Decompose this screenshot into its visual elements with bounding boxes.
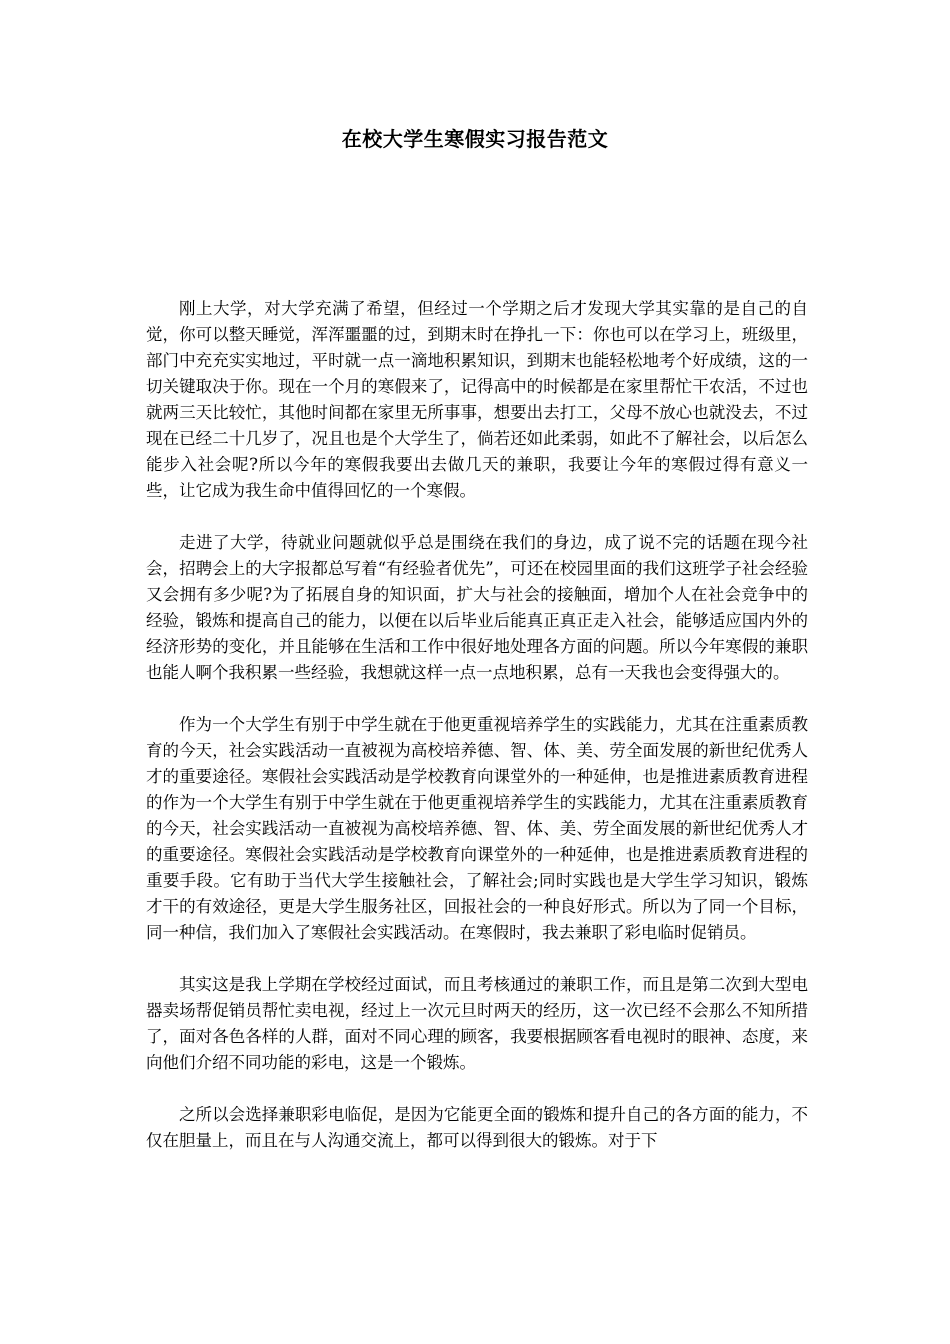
paragraph-4: 其实这是我上学期在学校经过面试，而且考核通过的兼职工作，而且是第二次到大型电器卖场帮促销员帮忙卖电视，经过上一次元旦时两天的经历，这一次已经不会那么不知所措了，面对各色各样的人群，面对不同心理的顾客，我要根据顾客看电视时的眼神、态度，来向他们介绍不同功能的彩电，这是一个锻炼。 — [146, 975, 808, 1072]
document-title: 在校大学生寒假实习报告范文 — [341, 127, 609, 151]
paragraph-3: 作为一个大学生有别于中学生就在于他更重视培养学生的实践能力，尤其在注重素质教育的今天，社会实践活动一直被视为高校培养德、智、体、美、劳全面发展的新世纪优秀人才的重要途径。寒假社会实践活动是学校教育向课堂外的一种延伸，也是推进素质教育进程的作为一个大学生有别于中学生就在于他更重视培养学生的实践能力，尤其在注重素质教育的今天，社会实践活动一直被视为高校培养德、智、体、美、劳全面发展的新世纪优秀人才的重要途径。寒假社会实践活动是学校教育向课堂外的一种延伸，也是推进素质教育进程的重要手段。它有助于当代大学生接触社会，了解社会;同时实践也是大学生学习知识，锻炼才干的有效途径，更是大学生服务社区，回报社会的一种良好形式。所以为了同一个目标，同一种信，我们加入了寒假社会实践活动。在寒假时，我去兼职了彩电临时促销员。 — [146, 715, 808, 942]
paragraph-2: 走进了大学，待就业问题就似乎总是围绕在我们的身边，成了说不完的话题在现今社会，招聘会上的大字报都总写着“有经验者优先”，可还在校园里面的我们这班学子社会经验又会拥有多少呢?为了拓展自身的知识面，扩大与社会的接触面，增加个人在社会竞争中的经验，锻炼和提高自己的能力，以便在以后毕业后能真正真正走入社会，能够适应国内外的经济形势的变化，并且能够在生活和工作中很好地处理各方面的问题。所以今年寒假的兼职也能人啊个我积累一些经验，我想就这样一点一点地积累，总有一天我也会变得强大的。 — [146, 533, 808, 682]
document-body — [146, 296, 808, 1180]
paragraph-1: 刚上大学，对大学充满了希望，但经过一个学期之后才发现大学其实靠的是自己的自觉，你可以整天睡觉，浑浑噩噩的过，到期末时在挣扎一下：你也可以在学习上，班级里，部门中充充实实地过，平时就一点一滴地积累知识，到期末也能轻松地考个好成绩，这的一切关键取决于你。现在一个月的寒假来了，记得高中的时候都是在家里帮忙干农活，不过也就两三天比较忙，其他时间都在家里无所事事，想要出去打工，父母不放心也就没去，不过现在已经二十几岁了，况且也是个大学生了，倘若还如此柔弱，如此不了解社会，以后怎么能步入社会呢?所以今年的寒假我要出去做几天的兼职，我要让今年的寒假过得有意义一些，让它成为我生命中值得回忆的一个寒假。 — [146, 299, 808, 500]
paragraph-5: 之所以会选择兼职彩电临促，是因为它能更全面的锻炼和提升自己的各方面的能力，不仅在胆量上，而且在与人沟通交流上，都可以得到很大的锻炼。对于下 — [146, 1105, 808, 1150]
